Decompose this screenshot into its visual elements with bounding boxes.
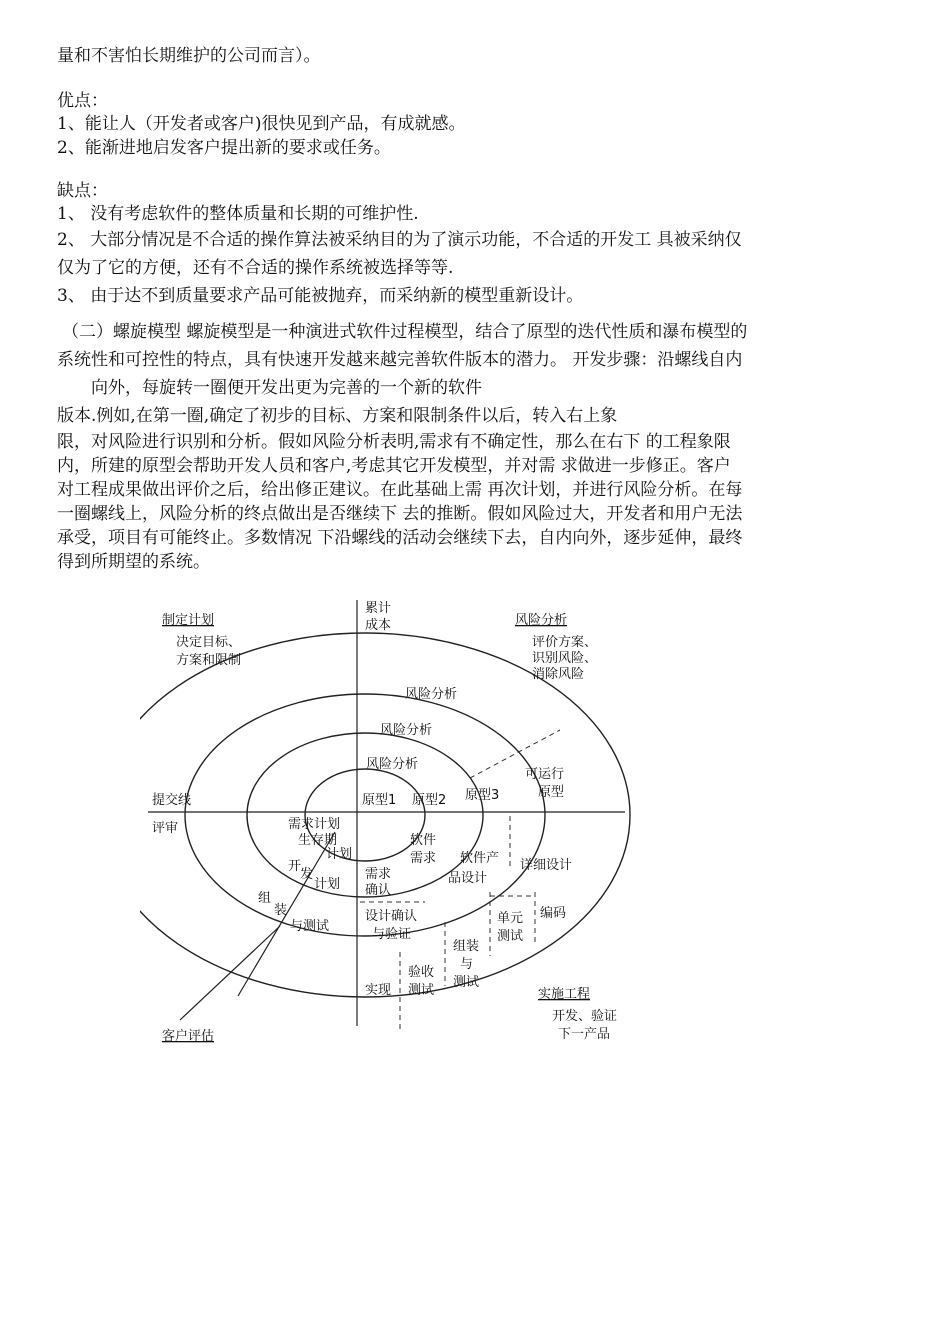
requirements-plan: 生存期	[298, 833, 338, 848]
code-phase: 编码	[540, 906, 567, 921]
risk-analysis-middle: 风险分析	[380, 723, 433, 738]
text-line: 仅为了它的方便，还有不合适的操作系统被选择等等.	[57, 258, 454, 278]
risk-quadrant-text: 识别风险、	[532, 651, 598, 666]
prototype-3: 原型3	[465, 788, 500, 803]
review-label: 评审	[152, 821, 179, 836]
risk-quadrant-title: 风险分析	[515, 613, 568, 628]
text-line: 1、能让人（开发者或客户)很快见到产品，有成就感。	[57, 114, 466, 134]
prototype-2: 原型2	[412, 793, 447, 808]
text-line: （二）螺旋模型 螺旋模型是一种演进式软件过程模型，结合了原型的迭代性质和瀑布模型的	[62, 322, 748, 342]
risk-analysis-inner: 风险分析	[366, 757, 419, 772]
requirements-validation: 确认	[365, 883, 392, 898]
text-line: 缺点：	[57, 181, 108, 201]
customer-review-line	[180, 926, 280, 1020]
spiral-loops	[140, 633, 630, 997]
text-line: 系统性和可控性的特点，具有快速开发越来越完善软件版本的潜力。 开发步骤：沿螺线自内	[57, 350, 743, 370]
text-line: 向外，每旋转一圈便开发出更为完善的一个新的软件	[91, 378, 482, 398]
text-line: 对工程成果做出评价之后，给出修正建议。在此基础上需 再次计划，并进行风险分析。在每	[57, 480, 743, 500]
risk-analysis-outer: 风险分析	[405, 687, 458, 702]
text-line: 优点：	[57, 91, 108, 111]
product-design: 品设计	[448, 871, 488, 886]
requirements-plan: 计划	[326, 847, 353, 862]
cumulative-cost-label: 成本	[365, 618, 392, 633]
text-line: 承受，项目有可能终止。多数情况 下沿螺线的活动会继续下去，自内向外，逐步延伸，最终	[57, 528, 743, 548]
text-line: 2、能渐进地启发客户提出新的要求或任务。	[57, 138, 391, 158]
operational-prototype: 原型	[538, 785, 565, 800]
dev-plan: 计划	[314, 877, 341, 892]
engineering-quadrant-text: 开发、验证	[552, 1009, 618, 1024]
spiral-loop-middle	[185, 694, 545, 936]
integration-test-label: 与测试	[290, 919, 330, 934]
integration-test-2: 组装	[453, 939, 480, 954]
spiral-model-diagram	[140, 596, 640, 1056]
submit-line-label: 提交线	[152, 793, 192, 808]
text-line: 得到所期望的系统。	[57, 552, 210, 572]
plan-quadrant-title: 制定计划	[162, 613, 215, 628]
implementation-phase: 实现	[365, 983, 392, 998]
dev-plan: 发	[300, 867, 314, 882]
integration-test-2: 与	[460, 957, 474, 972]
detailed-design: 详细设计	[520, 858, 573, 873]
operational-prototype: 可运行	[525, 767, 565, 782]
prototype-1: 原型1	[362, 793, 397, 808]
customer-quadrant-title: 客户评估	[162, 1029, 215, 1044]
design-verification: 与验证	[372, 927, 412, 942]
product-design: 软件产	[460, 851, 500, 866]
text-line: 版本.例如,在第一圈,确定了初步的目标、方案和限制条件以后，转入右上象	[57, 406, 618, 426]
plan-quadrant-text: 方案和限制	[176, 653, 242, 668]
text-line: 3、 由于达不到质量要求产品可能被抛弃，而采纳新的模型重新设计。	[57, 286, 584, 306]
software-requirements: 需求	[410, 851, 437, 866]
unit-test: 测试	[497, 929, 524, 944]
text-line: 限，对风险进行识别和分析。假如风险分析表明,需求有不确定性，那么在右下 的工程象限	[57, 432, 731, 452]
cumulative-cost-label: 累计	[365, 601, 392, 616]
integration-test-label: 装	[274, 903, 288, 918]
text-line: 一圈螺线上，风险分析的终点做出是否继续下 去的推断。假如风险过大，开发者和用户无法	[57, 504, 743, 524]
text-line: 内，所建的原型会帮助开发人员和客户,考虑其它开发模型，并对需 求做进一步修正。客户	[57, 456, 731, 476]
engineering-quadrant-title: 实施工程	[538, 987, 591, 1002]
integration-test-label: 组	[258, 891, 272, 906]
engineering-quadrant-text: 下一产品	[558, 1027, 611, 1042]
integration-test-2: 测试	[453, 975, 480, 990]
risk-quadrant-text: 消除风险	[532, 667, 585, 682]
text-line: 2、 大部分情况是不合适的操作算法被采纳目的为了演示功能，不合适的开发工 具被采纳仅	[57, 230, 742, 250]
acceptance-test: 验收	[408, 965, 435, 980]
text-line: 量和不害怕长期维护的公司而言）。	[57, 46, 321, 66]
design-verification: 设计确认	[365, 909, 418, 924]
acceptance-test: 测试	[408, 983, 435, 998]
dev-plan: 开	[288, 859, 302, 874]
spiral-loop-outer	[140, 633, 630, 997]
software-requirements: 软件	[410, 833, 437, 848]
requirements-validation: 需求	[365, 867, 392, 882]
plan-quadrant-text: 决定目标、	[176, 635, 242, 650]
risk-quadrant-text: 评价方案、	[532, 635, 598, 650]
unit-test: 单元	[497, 911, 524, 926]
text-line: 1、 没有考虑软件的整体质量和长期的可维护性.	[57, 204, 419, 224]
requirements-plan: 需求计划	[288, 817, 341, 832]
